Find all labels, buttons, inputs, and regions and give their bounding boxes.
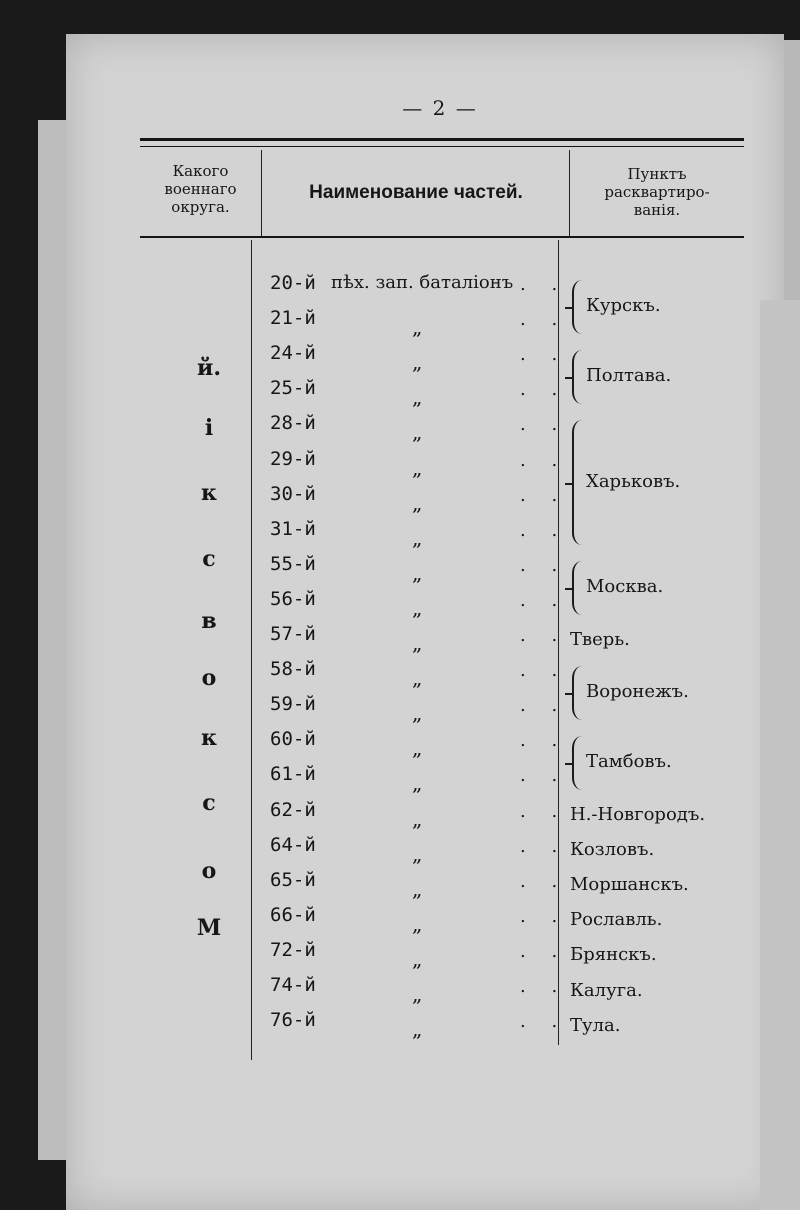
leader-dots: . .	[520, 414, 568, 436]
location-city: Воронежъ.	[586, 681, 689, 703]
grouping-brace	[572, 350, 583, 404]
unit-number: 21-й	[270, 307, 316, 330]
unit-number: 60-й	[270, 728, 316, 751]
leader-dots: . .	[520, 589, 568, 611]
ditto-mark: „	[412, 525, 423, 550]
table-row	[0, 342, 800, 377]
leader-dots: . .	[520, 484, 568, 506]
leader-dots: . .	[520, 976, 568, 997]
unit-number: 61-й	[270, 763, 316, 786]
leader-dots: . .	[520, 449, 568, 471]
location-city: Калуга.	[570, 979, 643, 1001]
ditto-mark: „	[412, 1017, 423, 1042]
leader-dots: . .	[520, 765, 568, 787]
table-row	[0, 377, 800, 412]
header-bottom-rule	[140, 236, 744, 238]
grouping-brace	[572, 736, 583, 790]
unit-number: 30-й	[270, 482, 316, 505]
ditto-mark: „	[412, 455, 423, 480]
unit-number: 66-й	[270, 903, 316, 926]
units-column-header: Наименование частей.	[309, 182, 523, 203]
location-city: Харьковъ.	[586, 470, 681, 492]
grouping-brace	[572, 666, 583, 720]
ditto-mark: „	[412, 946, 423, 971]
ditto-mark: „	[412, 982, 423, 1006]
district-letter: к	[201, 480, 217, 506]
table-top-rule	[140, 138, 744, 141]
location-city: Рославль.	[570, 909, 663, 931]
table-row	[0, 974, 800, 1009]
table-row	[0, 623, 800, 658]
grouping-brace	[572, 420, 583, 544]
district-letter: о	[201, 665, 217, 691]
leader-dots: . .	[520, 519, 568, 541]
table-row	[0, 763, 800, 798]
ditto-mark: „	[412, 701, 423, 726]
leader-dots: . .	[520, 660, 568, 682]
leader-dots: . .	[520, 940, 568, 962]
ditto-mark: „	[412, 736, 423, 761]
unit-number: 65-й	[270, 868, 316, 891]
ditto-mark: „	[412, 595, 423, 620]
table-top-rule-thin	[140, 146, 744, 147]
ditto-mark: „	[412, 560, 423, 585]
unit-number: 24-й	[270, 342, 316, 365]
location-city: Тверь.	[570, 628, 630, 650]
unit-number: 31-й	[270, 517, 316, 540]
unit-number: 28-й	[270, 412, 316, 435]
unit-number: 64-й	[270, 833, 316, 856]
unit-number: 59-й	[270, 693, 316, 716]
location-city: Тула.	[570, 1014, 621, 1036]
ditto-mark: „	[412, 841, 423, 866]
table-row	[0, 272, 800, 307]
unit-number: 56-й	[270, 587, 316, 610]
leader-dots: . .	[520, 379, 568, 401]
ditto-mark: „	[412, 806, 423, 831]
unit-number: 76-й	[270, 1009, 316, 1032]
district-letter: М	[196, 915, 222, 941]
ditto-mark: „	[412, 631, 423, 655]
location-city: Моршанскъ.	[570, 874, 689, 896]
ditto-mark: „	[412, 876, 423, 901]
table-row	[0, 904, 800, 939]
district-letter: в	[201, 608, 217, 634]
district-letter: к	[201, 725, 217, 751]
leader-dots: . .	[520, 870, 568, 892]
leader-dots: . .	[520, 695, 568, 717]
leader-dots: . .	[520, 905, 568, 927]
unit-number: 72-й	[270, 938, 316, 961]
location-column-header: Пунктъ расквартиро- ванія.	[604, 165, 710, 219]
leader-dots: . .	[520, 730, 568, 752]
grouping-brace	[572, 280, 583, 334]
location-city: Козловъ.	[570, 839, 655, 861]
leader-dots: . .	[520, 800, 568, 822]
district-column-header: Какого военнаго округа.	[164, 162, 237, 216]
unit-number: 74-й	[270, 974, 316, 996]
location-city: Москва.	[586, 575, 664, 597]
unit-number: 62-й	[270, 798, 316, 821]
unit-number: 55-й	[270, 552, 316, 575]
district-letter: с	[202, 546, 216, 572]
ditto-mark: „	[412, 490, 423, 515]
ditto-mark: „	[412, 350, 423, 375]
location-city: Полтава.	[586, 365, 672, 387]
leader-dots: . .	[520, 554, 568, 576]
location-city: Брянскъ.	[570, 944, 657, 966]
page-number: — 2 —	[402, 96, 478, 120]
ditto-mark: „	[412, 911, 423, 936]
leader-dots: . .	[520, 625, 568, 646]
leader-dots: . .	[520, 274, 568, 295]
leader-dots: . .	[520, 309, 568, 331]
grouping-brace	[572, 561, 583, 615]
location-city: Курскъ.	[586, 295, 661, 317]
leader-dots: . .	[520, 344, 568, 366]
location-city: Тамбовъ.	[586, 751, 672, 773]
unit-number: 58-й	[270, 658, 316, 681]
table-row	[0, 939, 800, 974]
table-row	[0, 588, 800, 623]
table-row	[0, 412, 800, 447]
ditto-mark: „	[412, 385, 423, 410]
leader-dots: . .	[520, 1011, 568, 1033]
ditto-mark: „	[412, 771, 423, 796]
table-row	[0, 307, 800, 342]
unit-number: 29-й	[270, 447, 316, 470]
table-row	[0, 728, 800, 763]
district-letter: о	[201, 858, 217, 884]
district-letter: с	[202, 790, 216, 816]
table-row	[0, 1009, 800, 1044]
unit-number: 25-й	[270, 377, 316, 400]
ditto-mark: „	[412, 420, 423, 445]
ditto-mark: „	[412, 666, 423, 691]
table-row	[0, 518, 800, 553]
leader-dots: . .	[520, 835, 568, 857]
table-row	[0, 834, 800, 869]
location-city: Н.-Новгородъ.	[570, 804, 706, 826]
unit-number: 20-й	[270, 272, 316, 294]
district-letter: і	[204, 415, 214, 441]
unit-label: пѣх. зап. баталіонъ	[331, 272, 514, 293]
table-row	[0, 553, 800, 588]
district-letter: й.	[197, 355, 221, 381]
ditto-mark: „	[412, 315, 423, 340]
unit-number: 57-й	[270, 623, 316, 645]
